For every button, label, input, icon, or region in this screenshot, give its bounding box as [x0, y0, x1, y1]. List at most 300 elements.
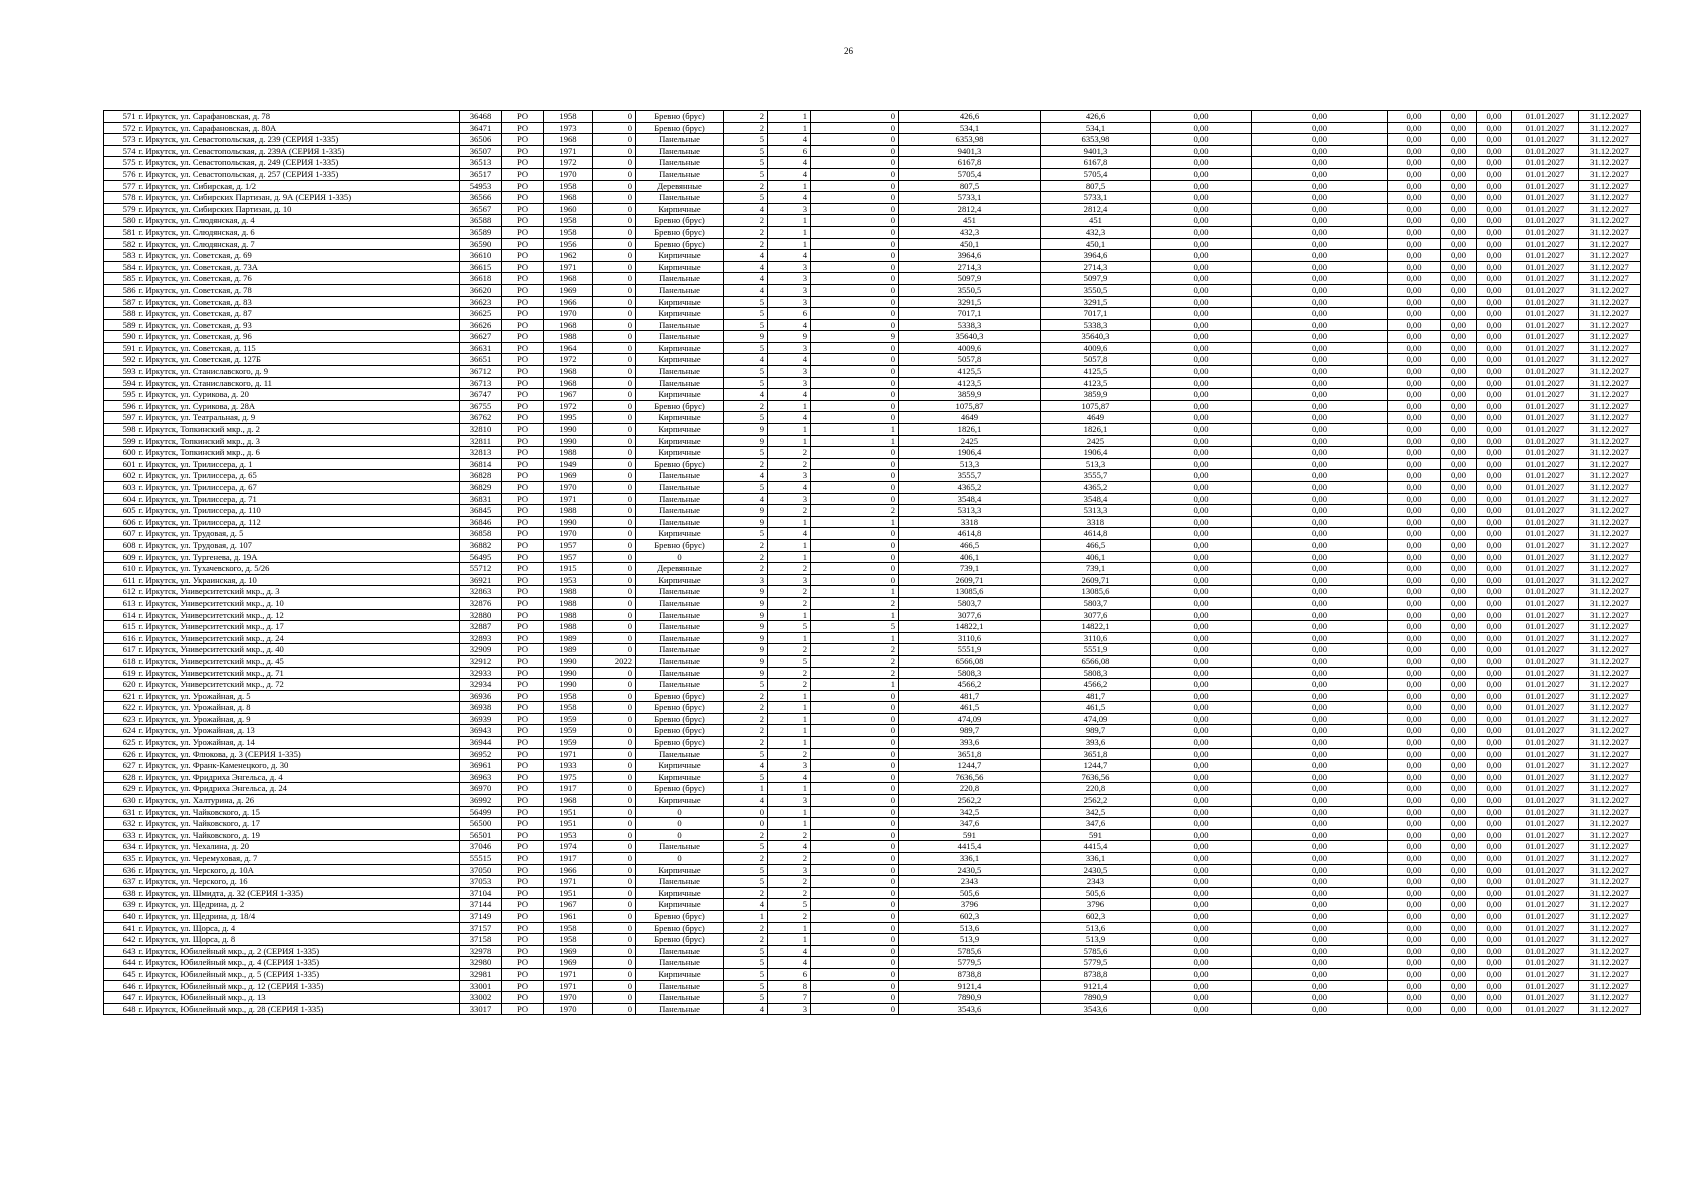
wall-material-cell: Кирпичные [636, 412, 724, 424]
floors-cell: 2 [724, 690, 768, 702]
entrances-cell: 1 [768, 702, 811, 714]
cost-1-cell: 0,00 [1151, 551, 1252, 563]
cost-4-cell: 0,00 [1441, 284, 1477, 296]
cost-3-cell: 0,00 [1388, 273, 1441, 285]
total-area-cell: 5057,8 [899, 354, 1041, 366]
method-cell: РО [502, 887, 544, 899]
row-number-cell: 589 [104, 319, 137, 331]
cost-3-cell: 0,00 [1388, 818, 1441, 830]
entrances-cell: 2 [768, 853, 811, 865]
elevators-cell: 0 [811, 470, 899, 482]
cost-4-cell: 0,00 [1441, 679, 1477, 691]
total-area-cell: 505,6 [899, 887, 1041, 899]
start-date-cell: 01.01.2027 [1512, 980, 1579, 992]
build-year-cell: 1951 [544, 806, 593, 818]
repair-year-cell: 0 [593, 818, 636, 830]
build-year-cell: 1990 [544, 655, 593, 667]
cost-3-cell: 0,00 [1388, 284, 1441, 296]
row-number-cell: 630 [104, 795, 137, 807]
method-cell: РО [502, 748, 544, 760]
table-row [104, 424, 1641, 436]
cost-5-cell: 0,00 [1477, 980, 1512, 992]
row-number-cell: 594 [104, 377, 137, 389]
end-date-cell: 31.12.2027 [1579, 655, 1641, 667]
total-area-cell: 5338,3 [899, 319, 1041, 331]
table-row [104, 737, 1641, 749]
floors-cell: 2 [724, 563, 768, 575]
cost-5-cell: 0,00 [1477, 586, 1512, 598]
start-date-cell: 01.01.2027 [1512, 922, 1579, 934]
cost-5-cell: 0,00 [1477, 574, 1512, 586]
house-code-cell: 36747 [460, 389, 502, 401]
start-date-cell: 01.01.2027 [1512, 551, 1579, 563]
cost-5-cell: 0,00 [1477, 145, 1512, 157]
elevators-cell: 0 [811, 458, 899, 470]
table-row [104, 748, 1641, 760]
elevators-cell: 2 [811, 655, 899, 667]
repair-year-cell: 0 [593, 864, 636, 876]
cost-5-cell: 0,00 [1477, 899, 1512, 911]
row-number-cell: 604 [104, 493, 137, 505]
end-date-cell: 31.12.2027 [1579, 111, 1641, 123]
elevators-cell: 0 [811, 922, 899, 934]
start-date-cell: 01.01.2027 [1512, 505, 1579, 517]
wall-material-cell: Панельные [636, 586, 724, 598]
build-year-cell: 1989 [544, 644, 593, 656]
cost-1-cell: 0,00 [1151, 226, 1252, 238]
build-year-cell: 1988 [544, 505, 593, 517]
end-date-cell: 31.12.2027 [1579, 482, 1641, 494]
cost-5-cell: 0,00 [1477, 632, 1512, 644]
cost-3-cell: 0,00 [1388, 377, 1441, 389]
build-year-cell: 1968 [544, 795, 593, 807]
address-cell: г. Иркутск, ул. Флюкова, д. 3 (СЕРИЯ 1-335) [137, 748, 460, 760]
floors-cell: 2 [724, 180, 768, 192]
wall-material-cell: Кирпичные [636, 771, 724, 783]
floors-cell: 9 [724, 597, 768, 609]
premises-area-cell: 466,5 [1041, 539, 1151, 551]
entrances-cell: 1 [768, 226, 811, 238]
house-code-cell: 36468 [460, 111, 502, 123]
premises-area-cell: 5785,6 [1041, 945, 1151, 957]
start-date-cell: 01.01.2027 [1512, 296, 1579, 308]
cost-1-cell: 0,00 [1151, 563, 1252, 575]
table-row [104, 111, 1641, 123]
address-cell: г. Иркутск, ул. Фридриха Энгельса, д. 24 [137, 783, 460, 795]
address-cell: г. Иркутск, ул. Франк-Каменецкого, д. 30 [137, 760, 460, 772]
entrances-cell: 3 [768, 203, 811, 215]
entrances-cell: 3 [768, 296, 811, 308]
wall-material-cell: Панельные [636, 366, 724, 378]
cost-2-cell: 0,00 [1252, 458, 1388, 470]
cost-2-cell: 0,00 [1252, 771, 1388, 783]
start-date-cell: 01.01.2027 [1512, 145, 1579, 157]
premises-area-cell: 426,6 [1041, 111, 1151, 123]
cost-5-cell: 0,00 [1477, 366, 1512, 378]
premises-area-cell: 2812,4 [1041, 203, 1151, 215]
wall-material-cell: Панельные [636, 609, 724, 621]
premises-area-cell: 513,6 [1041, 922, 1151, 934]
entrances-cell: 1 [768, 238, 811, 250]
house-code-cell: 36970 [460, 783, 502, 795]
total-area-cell: 807,5 [899, 180, 1041, 192]
start-date-cell: 01.01.2027 [1512, 574, 1579, 586]
build-year-cell: 1970 [544, 992, 593, 1004]
elevators-cell: 0 [811, 215, 899, 227]
floors-cell: 2 [724, 551, 768, 563]
method-cell: РО [502, 168, 544, 180]
total-area-cell: 35640,3 [899, 331, 1041, 343]
build-year-cell: 1971 [544, 876, 593, 888]
cost-5-cell: 0,00 [1477, 354, 1512, 366]
floors-cell: 2 [724, 458, 768, 470]
entrances-cell: 3 [768, 574, 811, 586]
cost-4-cell: 0,00 [1441, 215, 1477, 227]
end-date-cell: 31.12.2027 [1579, 354, 1641, 366]
method-cell: РО [502, 1003, 544, 1015]
cost-4-cell: 0,00 [1441, 308, 1477, 320]
cost-4-cell: 0,00 [1441, 319, 1477, 331]
cost-5-cell: 0,00 [1477, 296, 1512, 308]
start-date-cell: 01.01.2027 [1512, 934, 1579, 946]
repair-year-cell: 0 [593, 192, 636, 204]
entrances-cell: 4 [768, 192, 811, 204]
cost-3-cell: 0,00 [1388, 632, 1441, 644]
entrances-cell: 3 [768, 1003, 811, 1015]
address-cell: г. Иркутск, ул. Трилиссера, д. 67 [137, 482, 460, 494]
total-area-cell: 4415,4 [899, 841, 1041, 853]
elevators-cell: 0 [811, 238, 899, 250]
repair-year-cell: 0 [593, 424, 636, 436]
end-date-cell: 31.12.2027 [1579, 910, 1641, 922]
wall-material-cell: Бревно (брус) [636, 922, 724, 934]
cost-1-cell: 0,00 [1151, 644, 1252, 656]
repair-year-cell: 2022 [593, 655, 636, 667]
cost-2-cell: 0,00 [1252, 945, 1388, 957]
cost-1-cell: 0,00 [1151, 203, 1252, 215]
table-row [104, 725, 1641, 737]
wall-material-cell: Панельные [636, 841, 724, 853]
elevators-cell: 0 [811, 574, 899, 586]
cost-3-cell: 0,00 [1388, 644, 1441, 656]
elevators-cell: 1 [811, 679, 899, 691]
total-area-cell: 3543,6 [899, 1003, 1041, 1015]
table-row [104, 876, 1641, 888]
cost-4-cell: 0,00 [1441, 273, 1477, 285]
build-year-cell: 1969 [544, 957, 593, 969]
elevators-cell: 0 [811, 771, 899, 783]
table-row [104, 528, 1641, 540]
address-cell: г. Иркутск, ул. Трудовая, д. 107 [137, 539, 460, 551]
cost-2-cell: 0,00 [1252, 725, 1388, 737]
cost-1-cell: 0,00 [1151, 435, 1252, 447]
entrances-cell: 1 [768, 934, 811, 946]
build-year-cell: 1915 [544, 563, 593, 575]
premises-area-cell: 3555,7 [1041, 470, 1151, 482]
house-code-cell: 32810 [460, 424, 502, 436]
end-date-cell: 31.12.2027 [1579, 308, 1641, 320]
cost-1-cell: 0,00 [1151, 215, 1252, 227]
cost-4-cell: 0,00 [1441, 632, 1477, 644]
repair-year-cell: 0 [593, 389, 636, 401]
table-row [104, 667, 1641, 679]
cost-1-cell: 0,00 [1151, 760, 1252, 772]
house-code-cell: 36936 [460, 690, 502, 702]
table-row [104, 957, 1641, 969]
wall-material-cell: Панельные [636, 980, 724, 992]
cost-4-cell: 0,00 [1441, 829, 1477, 841]
method-cell: РО [502, 632, 544, 644]
cost-5-cell: 0,00 [1477, 690, 1512, 702]
cost-4-cell: 0,00 [1441, 516, 1477, 528]
end-date-cell: 31.12.2027 [1579, 841, 1641, 853]
cost-1-cell: 0,00 [1151, 609, 1252, 621]
elevators-cell: 0 [811, 157, 899, 169]
house-code-cell: 37149 [460, 910, 502, 922]
cost-1-cell: 0,00 [1151, 308, 1252, 320]
elevators-cell: 0 [811, 783, 899, 795]
build-year-cell: 1966 [544, 296, 593, 308]
wall-material-cell: Панельные [636, 482, 724, 494]
house-code-cell: 32978 [460, 945, 502, 957]
repair-year-cell: 0 [593, 168, 636, 180]
cost-4-cell: 0,00 [1441, 725, 1477, 737]
table-row [104, 331, 1641, 343]
floors-cell: 5 [724, 145, 768, 157]
cost-2-cell: 0,00 [1252, 806, 1388, 818]
elevators-cell: 2 [811, 597, 899, 609]
entrances-cell: 1 [768, 424, 811, 436]
cost-3-cell: 0,00 [1388, 783, 1441, 795]
premises-area-cell: 602,3 [1041, 910, 1151, 922]
repair-year-cell: 0 [593, 215, 636, 227]
end-date-cell: 31.12.2027 [1579, 922, 1641, 934]
start-date-cell: 01.01.2027 [1512, 586, 1579, 598]
method-cell: РО [502, 563, 544, 575]
wall-material-cell: Панельные [636, 667, 724, 679]
address-cell: г. Иркутск, ул. Халтурина, д. 26 [137, 795, 460, 807]
address-cell: г. Иркутск, ул. Трилиссера, д. 110 [137, 505, 460, 517]
row-number-cell: 621 [104, 690, 137, 702]
repair-year-cell: 0 [593, 690, 636, 702]
cost-5-cell: 0,00 [1477, 864, 1512, 876]
floors-cell: 5 [724, 296, 768, 308]
build-year-cell: 1933 [544, 760, 593, 772]
floors-cell: 2 [724, 934, 768, 946]
table-row [104, 980, 1641, 992]
cost-2-cell: 0,00 [1252, 238, 1388, 250]
cost-3-cell: 0,00 [1388, 667, 1441, 679]
row-number-cell: 584 [104, 261, 137, 273]
cost-3-cell: 0,00 [1388, 528, 1441, 540]
cost-2-cell: 0,00 [1252, 818, 1388, 830]
cost-2-cell: 0,00 [1252, 621, 1388, 633]
house-code-cell: 32893 [460, 632, 502, 644]
address-cell: г. Иркутск, Университетский мкр., д. 72 [137, 679, 460, 691]
method-cell: РО [502, 539, 544, 551]
build-year-cell: 1988 [544, 586, 593, 598]
cost-1-cell: 0,00 [1151, 679, 1252, 691]
cost-1-cell: 0,00 [1151, 621, 1252, 633]
total-area-cell: 5785,6 [899, 945, 1041, 957]
end-date-cell: 31.12.2027 [1579, 968, 1641, 980]
cost-2-cell: 0,00 [1252, 157, 1388, 169]
table-row [104, 992, 1641, 1004]
end-date-cell: 31.12.2027 [1579, 215, 1641, 227]
total-area-cell: 3110,6 [899, 632, 1041, 644]
entrances-cell: 7 [768, 992, 811, 1004]
cost-1-cell: 0,00 [1151, 737, 1252, 749]
row-number-cell: 631 [104, 806, 137, 818]
cost-3-cell: 0,00 [1388, 737, 1441, 749]
build-year-cell: 1967 [544, 389, 593, 401]
cost-4-cell: 0,00 [1441, 771, 1477, 783]
cost-4-cell: 0,00 [1441, 899, 1477, 911]
entrances-cell: 3 [768, 273, 811, 285]
cost-1-cell: 0,00 [1151, 400, 1252, 412]
repair-year-cell: 0 [593, 493, 636, 505]
cost-3-cell: 0,00 [1388, 447, 1441, 459]
house-code-cell: 32811 [460, 435, 502, 447]
elevators-cell: 0 [811, 284, 899, 296]
cost-4-cell: 0,00 [1441, 528, 1477, 540]
row-number-cell: 614 [104, 609, 137, 621]
table-row [104, 342, 1641, 354]
cost-5-cell: 0,00 [1477, 841, 1512, 853]
cost-5-cell: 0,00 [1477, 412, 1512, 424]
total-area-cell: 5733,1 [899, 192, 1041, 204]
cost-3-cell: 0,00 [1388, 574, 1441, 586]
cost-3-cell: 0,00 [1388, 250, 1441, 262]
cost-3-cell: 0,00 [1388, 713, 1441, 725]
house-code-cell: 37053 [460, 876, 502, 888]
elevators-cell: 0 [811, 203, 899, 215]
entrances-cell: 4 [768, 841, 811, 853]
start-date-cell: 01.01.2027 [1512, 597, 1579, 609]
house-code-cell: 36620 [460, 284, 502, 296]
cost-4-cell: 0,00 [1441, 667, 1477, 679]
cost-4-cell: 0,00 [1441, 250, 1477, 262]
elevators-cell: 2 [811, 505, 899, 517]
cost-5-cell: 0,00 [1477, 470, 1512, 482]
address-cell: г. Иркутск, ул. Станиславского, д. 9 [137, 366, 460, 378]
repair-year-cell: 0 [593, 795, 636, 807]
premises-area-cell: 14822,1 [1041, 621, 1151, 633]
wall-material-cell: Панельные [636, 1003, 724, 1015]
build-year-cell: 1964 [544, 342, 593, 354]
cost-2-cell: 0,00 [1252, 679, 1388, 691]
build-year-cell: 1970 [544, 482, 593, 494]
end-date-cell: 31.12.2027 [1579, 783, 1641, 795]
total-area-cell: 220,8 [899, 783, 1041, 795]
table-row [104, 655, 1641, 667]
cost-4-cell: 0,00 [1441, 331, 1477, 343]
method-cell: РО [502, 864, 544, 876]
start-date-cell: 01.01.2027 [1512, 748, 1579, 760]
premises-area-cell: 35640,3 [1041, 331, 1151, 343]
floors-cell: 9 [724, 667, 768, 679]
cost-2-cell: 0,00 [1252, 609, 1388, 621]
wall-material-cell: Панельные [636, 331, 724, 343]
start-date-cell: 01.01.2027 [1512, 864, 1579, 876]
start-date-cell: 01.01.2027 [1512, 111, 1579, 123]
row-number-cell: 572 [104, 122, 137, 134]
method-cell: РО [502, 713, 544, 725]
cost-2-cell: 0,00 [1252, 841, 1388, 853]
premises-area-cell: 3110,6 [1041, 632, 1151, 644]
total-area-cell: 989,7 [899, 725, 1041, 737]
entrances-cell: 2 [768, 667, 811, 679]
floors-cell: 9 [724, 331, 768, 343]
row-number-cell: 611 [104, 574, 137, 586]
cost-5-cell: 0,00 [1477, 111, 1512, 123]
entrances-cell: 2 [768, 563, 811, 575]
build-year-cell: 1974 [544, 841, 593, 853]
start-date-cell: 01.01.2027 [1512, 957, 1579, 969]
elevators-cell: 0 [811, 447, 899, 459]
house-code-cell: 36992 [460, 795, 502, 807]
end-date-cell: 31.12.2027 [1579, 748, 1641, 760]
method-cell: РО [502, 922, 544, 934]
wall-material-cell: Панельные [636, 621, 724, 633]
entrances-cell: 3 [768, 493, 811, 505]
cost-5-cell: 0,00 [1477, 737, 1512, 749]
total-area-cell: 6167,8 [899, 157, 1041, 169]
cost-1-cell: 0,00 [1151, 980, 1252, 992]
cost-1-cell: 0,00 [1151, 180, 1252, 192]
wall-material-cell: Панельные [636, 192, 724, 204]
cost-5-cell: 0,00 [1477, 516, 1512, 528]
method-cell: РО [502, 795, 544, 807]
start-date-cell: 01.01.2027 [1512, 702, 1579, 714]
entrances-cell: 3 [768, 470, 811, 482]
floors-cell: 5 [724, 528, 768, 540]
address-cell: г. Иркутск, Университетский мкр., д. 12 [137, 609, 460, 621]
wall-material-cell: 0 [636, 829, 724, 841]
floors-cell: 4 [724, 354, 768, 366]
elevators-cell: 0 [811, 273, 899, 285]
cost-1-cell: 0,00 [1151, 238, 1252, 250]
build-year-cell: 1968 [544, 366, 593, 378]
repair-year-cell: 0 [593, 284, 636, 296]
elevators-cell: 1 [811, 632, 899, 644]
cost-4-cell: 0,00 [1441, 690, 1477, 702]
floors-cell: 4 [724, 493, 768, 505]
wall-material-cell: Панельные [636, 377, 724, 389]
cost-3-cell: 0,00 [1388, 899, 1441, 911]
total-area-cell: 336,1 [899, 853, 1041, 865]
repair-year-cell: 0 [593, 713, 636, 725]
end-date-cell: 31.12.2027 [1579, 957, 1641, 969]
row-number-cell: 622 [104, 702, 137, 714]
cost-4-cell: 0,00 [1441, 412, 1477, 424]
cost-1-cell: 0,00 [1151, 319, 1252, 331]
elevators-cell: 0 [811, 690, 899, 702]
end-date-cell: 31.12.2027 [1579, 366, 1641, 378]
cost-3-cell: 0,00 [1388, 795, 1441, 807]
start-date-cell: 01.01.2027 [1512, 493, 1579, 505]
build-year-cell: 1967 [544, 899, 593, 911]
start-date-cell: 01.01.2027 [1512, 609, 1579, 621]
cost-3-cell: 0,00 [1388, 1003, 1441, 1015]
table-row [104, 261, 1641, 273]
floors-cell: 0 [724, 818, 768, 830]
cost-4-cell: 0,00 [1441, 910, 1477, 922]
cost-2-cell: 0,00 [1252, 655, 1388, 667]
wall-material-cell: Бревно (брус) [636, 458, 724, 470]
premises-area-cell: 2714,3 [1041, 261, 1151, 273]
house-code-cell: 32934 [460, 679, 502, 691]
